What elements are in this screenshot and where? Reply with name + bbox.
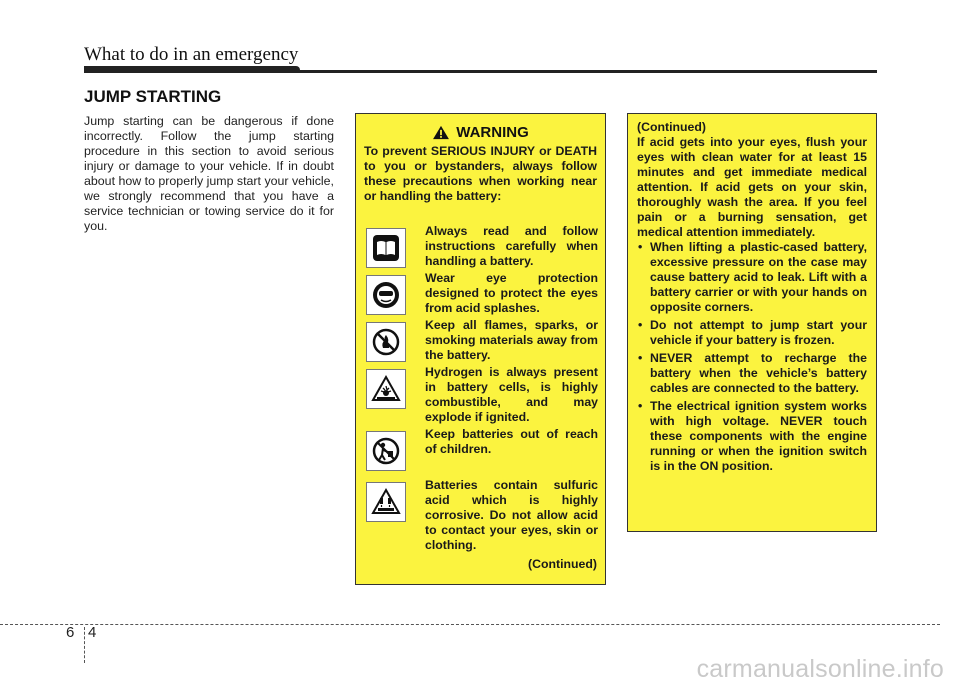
- warning-triangle-icon: [432, 125, 450, 140]
- list-item: • Do not attempt to jump start your vehicle if your battery is frozen.: [637, 318, 867, 348]
- warning-lead: To prevent SERIOUS INJURY or DEATH to you or bystanders, always follow these precautions when working near or handling the battery:: [364, 144, 597, 203]
- warning-item-text: Wear eye protection designed to protect the eyes from acid splashes.: [425, 271, 598, 315]
- list-item: • When lifting a plastic-cased battery, excessive pressure on the case may cause battery acid to leak. Lift with a battery carrier or with your hands on opposite corners.: [637, 240, 867, 315]
- warning-title: WARNING: [456, 124, 529, 141]
- warning-item-text: Hydrogen is always present in battery cells, is highly combustible, and may explode if ignited.: [425, 365, 598, 424]
- continued-warning-panel: [627, 113, 877, 532]
- intro-paragraph: Jump starting can be dangerous if done incorrectly. Follow the jump starting procedure in this section to avoid serious injury or damage to your vehicle. If in doubt about how to properly jump start your vehicle, we strongly recommend that you have a service technician or towing service do it for you.: [84, 114, 335, 233]
- continued-label: (Continued): [528, 557, 597, 571]
- section-title: JUMP STARTING: [84, 87, 222, 106]
- no-flames-icon: [366, 322, 406, 362]
- keep-from-children-icon: [366, 431, 406, 471]
- warning-panel: [355, 113, 606, 585]
- page-number: 4: [88, 624, 97, 641]
- eye-protection-icon: [366, 275, 406, 315]
- corrosive-acid-icon: [366, 482, 406, 522]
- chapter-header-title: What to do in an emergency: [84, 44, 299, 65]
- chapter-number: 6: [66, 624, 75, 641]
- explosive-icon: [366, 369, 406, 409]
- site-watermark: carmanualsonline.info: [696, 655, 944, 683]
- continued-heading: (Continued): [637, 120, 706, 134]
- list-item: • NEVER attempt to recharge the battery when the vehicle’s battery cables are connected to the battery.: [637, 351, 867, 396]
- footer-page-divider: [84, 627, 85, 663]
- footer-dashed-rule: [0, 624, 940, 625]
- warning-item-text: Always read and follow instructions carefully when handling a battery.: [425, 224, 598, 268]
- warning-item-text: Keep all flames, sparks, or smoking materials away from the battery.: [425, 318, 598, 362]
- warning-item-text: Keep batteries out of reach of children.: [425, 427, 598, 456]
- header-rule: [84, 70, 877, 73]
- warning-item-text: Batteries contain sulfuric acid which is highly corrosive. Do not allow acid to contact your eyes, skin or clothing.: [425, 478, 598, 552]
- warning-header: [364, 124, 597, 141]
- book-icon: [366, 228, 406, 268]
- precaution-list: [637, 240, 867, 474]
- list-item: • The electrical ignition system works with high voltage. NEVER touch these components with the engine running or when the ignition switch is in the ON position.: [637, 399, 867, 474]
- acid-paragraph: If acid gets into your eyes, flush your eyes with clean water for at least 15 minutes and get immediate medical attention. If acid gets on your skin, thoroughly wash the area. If you feel pain or a burning sensation, get medical attention immediately.: [637, 135, 867, 239]
